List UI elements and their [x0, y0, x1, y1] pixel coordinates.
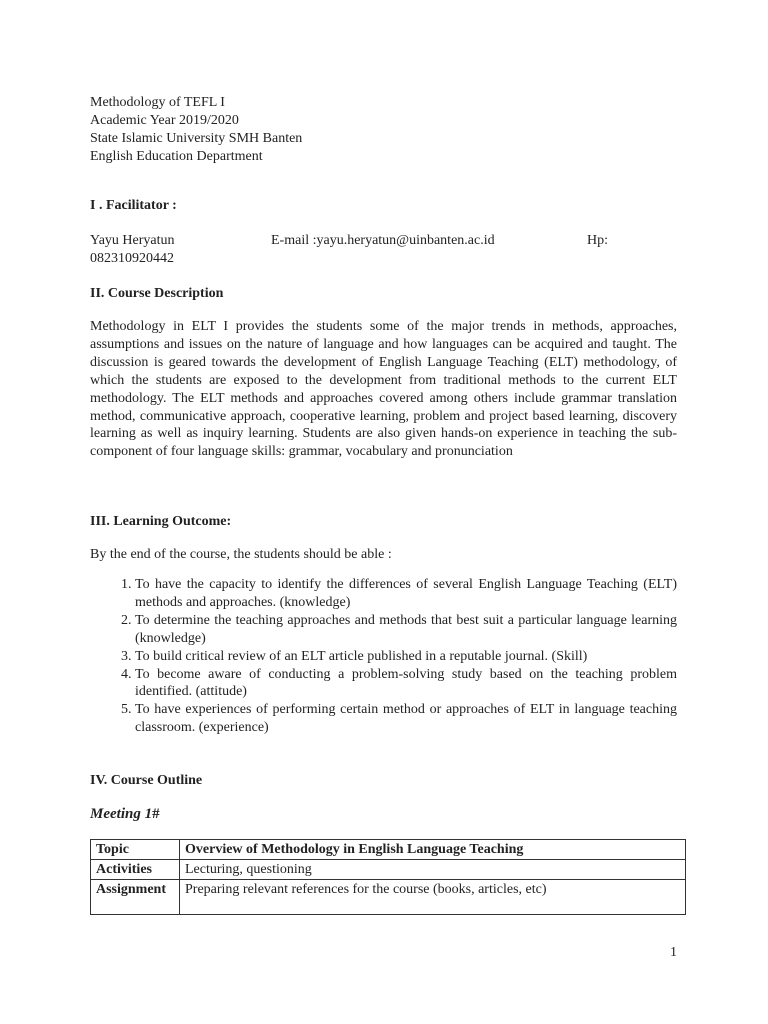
facilitator-name: Yayu Heryatun [90, 233, 175, 248]
learning-outcome-heading: III. Learning Outcome: [90, 514, 232, 529]
learning-outcome-list [90, 576, 677, 737]
course-outline-heading: IV. Course Outline [90, 773, 203, 788]
table-cell-label: Activities [91, 860, 180, 880]
table-cell-value: Lecturing, questioning [180, 860, 686, 880]
list-item: 4. To become aware of conducting a problem-solving study based on the teaching problem identified. (attitude) [135, 666, 677, 702]
university-name: State Islamic University SMH Banten [90, 131, 303, 146]
table-row [91, 840, 686, 860]
table-cell-label: Assignment [91, 880, 180, 915]
course-description-heading: II. Course Description [90, 286, 224, 301]
list-item: 2. To determine the teaching approaches and methods that best suit a particular language learning (knowledge) [135, 612, 677, 648]
facilitator-heading: I . Facilitator : [90, 198, 177, 213]
table-row [91, 880, 686, 915]
page-number: 1 [670, 945, 677, 960]
table-row [91, 860, 686, 880]
meeting-title-suffix: # [152, 806, 160, 822]
course-description-text: Methodology in ELT I provides the students some of the major trends in methods, approaches, assumptions and issues on the nature of language and how languages can be acquired and taught. The discussion is geared towards the development of English Language Teaching (ELT) methodology, of which the students are exposed to the development from traditional methods to the current ELT methodology. The ELT methods and approaches covered among others include grammar translation method, communicative approach, cooperative learning, problem and project based learning, discovery learning as well as inquiry learning. Students are also given hands-on experience in teaching the sub-component of four language skills: grammar, vocabulary and pronunciation [90, 319, 677, 460]
facilitator-email: E-mail :yayu.heryatun@uinbanten.ac.id [271, 233, 495, 248]
department-name: English Education Department [90, 149, 263, 164]
academic-year: Academic Year 2019/2020 [90, 113, 239, 128]
facilitator-hp-number: 082310920442 [90, 251, 174, 266]
list-item: 5. To have experiences of performing certain method or approaches of ELT in language teaching classroom. (experience) [135, 701, 677, 737]
list-item: 3. To build critical review of an ELT article published in a reputable journal. (Skill) [135, 648, 677, 666]
learning-outcome-intro: By the end of the course, the students should be able : [90, 547, 392, 562]
table-cell-label: Topic [91, 840, 180, 860]
table-cell-value: Overview of Methodology in English Language Teaching [180, 840, 686, 860]
table-cell-value: Preparing relevant references for the course (books, articles, etc) [180, 880, 686, 915]
course-title: Methodology of TEFL I [90, 95, 225, 110]
facilitator-hp-label: Hp: [587, 233, 608, 248]
list-item: 1. To have the capacity to identify the differences of several English Language Teaching (ELT) methods and approaches. (knowledge) [135, 576, 677, 612]
meeting-title [90, 806, 160, 823]
meeting-title-text: Meeting 1 [90, 806, 153, 822]
meeting-table [90, 839, 686, 915]
